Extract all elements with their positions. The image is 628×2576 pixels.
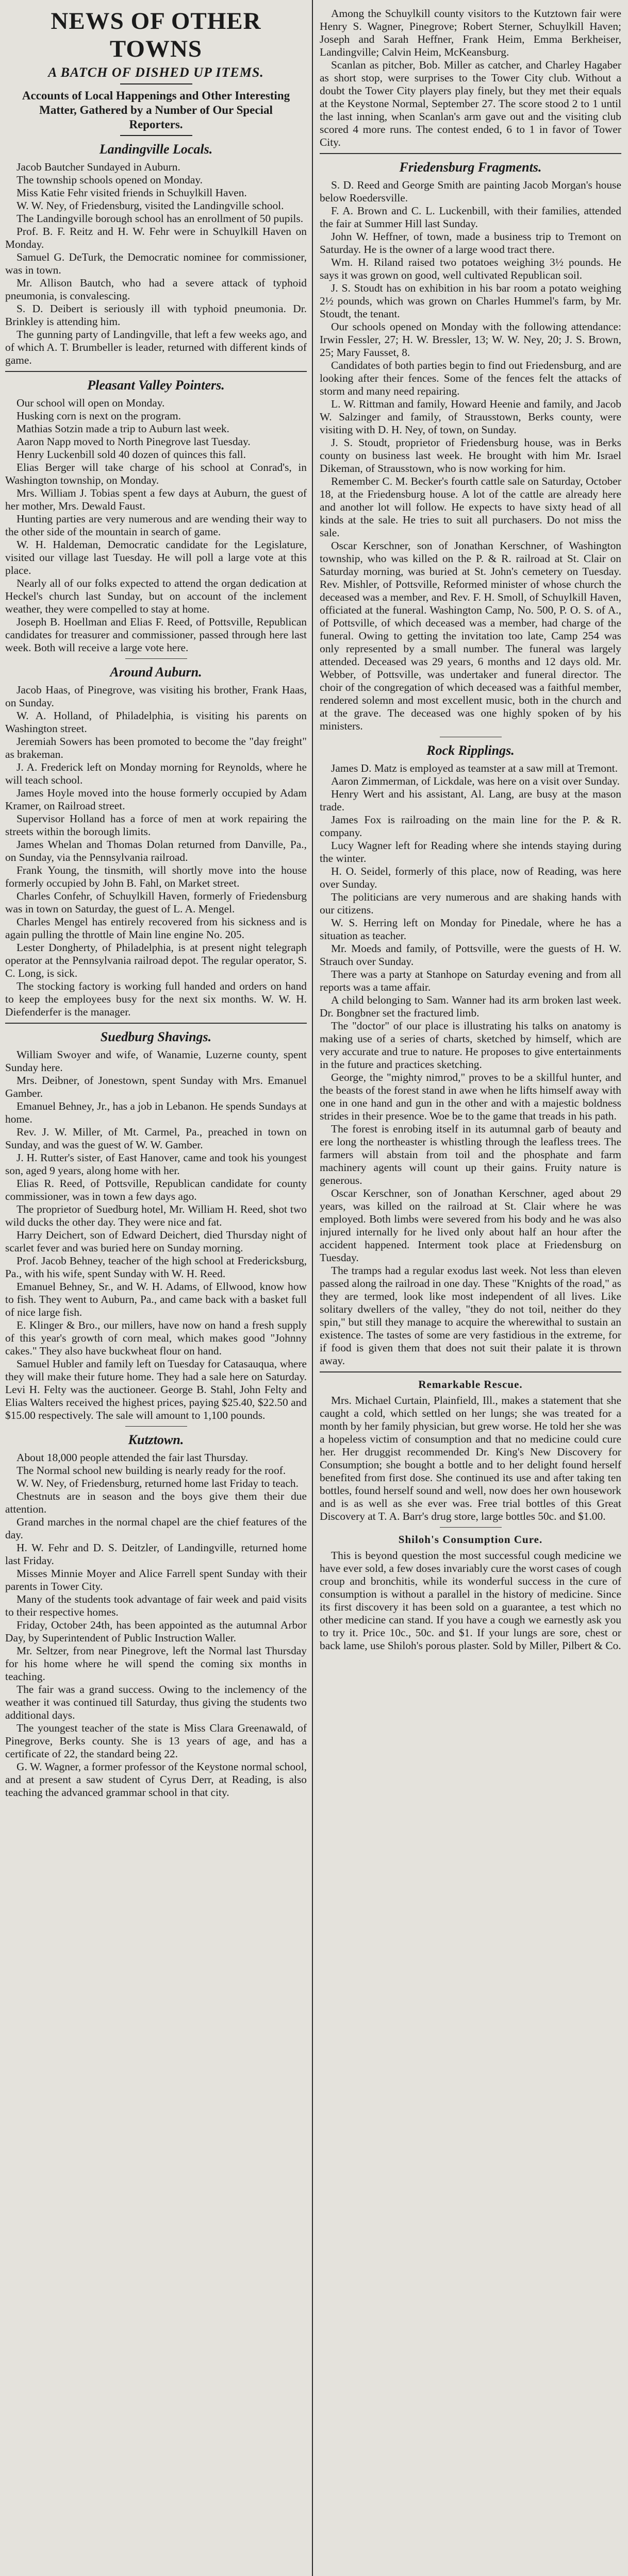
news-item: A child belonging to Sam. Wanner had its arm broken last week. Dr. Bongbner set the fractured limb. (320, 994, 621, 1019)
news-item: Harry Deichert, son of Edward Deichert, died Thursday night of scarlet fever and was buried here on Sunday morning. (5, 1229, 307, 1254)
news-item: W. S. Herring left on Monday for Pinedale, where he has a situation as teacher. (320, 917, 621, 942)
news-item: George, the "mighty nimrod," proves to be a skillful hunter, and the beasts of the forest stand in awe when he lifts himself away with one in one hand and gun in the other and with a majestic boldness strides in their presence. Woe be to the game that treads in his path. (320, 1071, 621, 1122)
news-item: James D. Matz is employed as teamster at a saw mill at Tremont. (331, 762, 618, 774)
news-item: Jacob Haas, of Pinegrove, was visiting his brother, Frank Haas, on Sunday. (5, 684, 307, 709)
section-heading: Pleasant Valley Pointers. (87, 378, 225, 393)
news-item: Emanuel Behney, Jr., has a job in Lebanon. He spends Sundays at home. (5, 1100, 307, 1125)
section-pleasant-valley-pointers (5, 377, 307, 654)
news-item: Remember C. M. Becker's fourth cattle sale on Saturday, October 18, at the Friedensburg house. A lot of the cattle are already here and another lot will follow. He expects to have sixty head of all kinds at the sale. He tries to suit all purchasers. Do not miss the sale. (320, 475, 621, 539)
column-divider (312, 0, 313, 2576)
news-item: Nearly all of our folks expected to attend the organ dedication at Heckel's church last Sunday, but on account of the inclement weather, they were compelled to stay at home. (5, 577, 307, 615)
news-item: Samuel Hubler and family left on Tuesday for Catasauqua, where they will make their future home. They had a sale here on Saturday. Levi H. Felty was the auctioneer. George B. Stahl, John Felty and Elias Walters received the highest prices, paying $25.40, $22.50 and $15.00 respectively. The sale will amount to 1,100 pounds. (5, 1358, 307, 1421)
news-item: Mr. Allison Bautch, who had a severe attack of typhoid pneumonia, is convalescing. (5, 277, 307, 302)
news-item: Mr. Moeds and family, of Pottsville, were the guests of H. W. Strauch over Sunday. (320, 942, 621, 968)
news-item: The politicians are very numerous and are shaking hands with our citizens. (320, 891, 621, 916)
news-item: The youngest teacher of the state is Miss Clara Greenawald, of Pinegrove, Berks county. She is 13 years of age, and has a certificate of 22, the standard being 22. (5, 1722, 307, 1760)
section-heading: Around Auburn. (110, 665, 202, 680)
news-item: J. S. Stoudt, proprietor of Friedensburg house, was in Berks county on business last week. He brought with him Mr. Israel Dikeman, of Strausstown, who is now working for him. (320, 436, 621, 474)
news-item: L. W. Rittman and family, Howard Heenie and family, and Jacob W. Salzinger and family, of Strausstown, Berks county, were visiting with D. H. Ney, of town, on Sunday. (320, 398, 621, 436)
news-item: Chestnuts are in season and the boys give them their due attention. (5, 1490, 307, 1515)
news-item: Jeremiah Sowers has been promoted to become the "day freight" as brakeman. (5, 735, 307, 760)
news-item: Mrs. Michael Curtain, Plainfield, Ill., makes a statement that she caught a cold, which settled on her lungs; she was treated for a month by her family physician, but grew worse. He told her she was a hopeless victim of consumption and that no medicine could cure her. Her druggist recommended Dr. King's New Discovery for Consumption; she bought a bottle and to her delight found herself benefited from first dose. She continued its use and after taking ten bottles, found herself sound and well, now does her own housework and is as well as she ever was. Free trial bottles of this Great Discovery at T. A. Barr's drug store, large bottles 50c. and $1.00. (320, 1394, 621, 1522)
news-item: Husking corn is next on the program. (16, 410, 181, 422)
news-item: About 18,000 people attended the fair last Thursday. (16, 1451, 249, 1464)
news-item: J. A. Frederick left on Monday morning for Reynolds, where he will teach school. (5, 761, 307, 786)
news-item: Supervisor Holland has a force of men at work repairing the streets within the borough limits. (5, 812, 307, 838)
news-item: Lucy Wagner left for Reading where she intends staying during the winter. (320, 839, 621, 865)
left-column (5, 7, 307, 2576)
deck-rule (120, 83, 192, 84)
section-rule (125, 658, 187, 659)
news-item: Grand marches in the normal chapel are the chief features of the day. (5, 1516, 307, 1541)
news-item: The forest is enrobing itself in its autumnal garb of beauty and ere long the northeaster is whistling through the leafless trees. The farmers will abstain from toil and the phosphate and farm machinery agents will count up their gains. Fruity nature is generous. (320, 1123, 621, 1187)
section-around-auburn (5, 664, 307, 1019)
section-rule (440, 1527, 502, 1528)
section-rock-ripplings (320, 742, 621, 1367)
subdeck-rule (120, 135, 192, 136)
news-item: G. W. Wagner, a former professor of the Keystone normal school, and at present a saw student of Cyrus Derr, at Reading, is also teaching the advanced grammar school in that city. (5, 1760, 307, 1799)
news-item: W. H. Haldeman, Democratic candidate for the Legislature, visited our village last Tuesday. He will poll a large vote at this place. (5, 538, 307, 577)
news-item: Jacob Bautcher Sundayed in Auburn. (16, 161, 180, 173)
news-item: Elias Berger will take charge of his school at Conrad's, in Washington township, on Monday. (5, 461, 307, 486)
right-column (320, 7, 621, 2576)
news-item: Lester Dongherty, of Philadelphia, is at present night telegraph operator at the Pennsylvania railroad depot. The regular operator, S. C. Long, is sick. (5, 941, 307, 979)
deck-headline: A BATCH OF DISHED UP ITEMS. (48, 65, 264, 80)
section-rule (320, 153, 621, 154)
news-item: Rev. J. W. Miller, of Mt. Carmel, Pa., preached in town on Sunday, and was the guest of W. W. Gamber. (5, 1126, 307, 1151)
news-item: Candidates of both parties begin to find out Friedensburg, and are looking after their fences. Some of the fences felt the attacks of storm and many need repairing. (320, 359, 621, 397)
masthead: NEWS OF OTHER TOWNS (51, 8, 261, 62)
right-sections (320, 7, 621, 1652)
news-item: J. S. Stoudt has on exhibition in his bar room a potato weighing 2½ pounds, which was grown on Charles Hummel's farm, by Mr. Stoudt, the tenant. (320, 282, 621, 320)
news-item: The township schools opened on Monday. (16, 174, 203, 186)
section-heading: Remarkable Rescue. (418, 1378, 523, 1391)
news-item: James Whelan and Thomas Dolan returned from Danville, Pa., on Sunday, via the Pennsylvania railroad. (5, 838, 307, 863)
section-shiloh-s-consumption-cure (320, 1533, 621, 1652)
news-item: Miss Katie Fehr visited friends in Schuylkill Haven. (16, 187, 247, 199)
news-item: Wm. H. Riland raised two potatoes weighing 3½ pounds. He says it was grown on good, well cultivated Republican soil. (320, 256, 621, 281)
section-landingville-locals (5, 141, 307, 367)
news-item: John W. Heffner, of town, made a business trip to Tremont on Saturday. He is the owner of a large wood tract there. (320, 230, 621, 256)
news-item: Samuel G. DeTurk, the Democratic nominee for commissioner, was in town. (5, 251, 307, 276)
news-item: The proprietor of Suedburg hotel, Mr. William H. Reed, shot two wild ducks the other day. They were nice and fat. (5, 1203, 307, 1228)
news-item: The Landingville borough school has an enrollment of 50 pupils. (16, 212, 304, 225)
news-item: The fair was a grand success. Owing to the inclemency of the weather it was continued till Saturday, thus giving the students two additional days. (5, 1683, 307, 1721)
news-item: There was a party at Stanhope on Saturday evening and from all reports was a tame affair. (320, 968, 621, 993)
news-item: The Normal school new building is nearly ready for the roof. (16, 1464, 286, 1477)
section-heading: Shiloh's Consumption Cure. (398, 1533, 543, 1546)
news-item: Emanuel Behney, Sr., and W. H. Adams, of Ellwood, know how to fish. They went to Auburn, Pa., and came back with a basket full of nice large fish. (5, 1280, 307, 1318)
news-item: W. W. Ney, of Friedensburg, returned home last Friday to teach. (16, 1477, 299, 1489)
news-item: The tramps had a regular exodus last week. Not less than eleven passed along the railroad in one day. These "Knights of the road," as they are termed, look like most independent of all lives. Like solitary dwellers of the valley, "they do not toil, neither do they spin," but still they manage to acquire the wherewithal to sustain an existence. The tastes of some are very fastidious in the extreme, for if food is given them that does not suit their palate it is thrown away. (320, 1264, 621, 1367)
news-item: Friday, October 24th, has been appointed as the autumnal Arbor Day, by Superintendent of Public Instruction Waller. (5, 1619, 307, 1644)
section-rule (5, 1023, 307, 1024)
news-item: The stocking factory is working full handed and orders on hand to keep the employees busy for the next six months. W. W. H. Diefenderfer is the manager. (5, 980, 307, 1018)
section-heading: Kutztown. (128, 1432, 184, 1447)
news-item: Joseph B. Hoellman and Elias F. Reed, of Pottsville, Republican candidates for treasurer and commissioner, passed through here last week. Both will receive a large vote here. (5, 616, 307, 654)
section-heading: Landingville Locals. (99, 142, 213, 157)
section-rule (5, 371, 307, 372)
news-item: H. W. Fehr and D. S. Deitzler, of Landingville, returned home last Friday. (5, 1541, 307, 1567)
news-item: Henry Wert and his assistant, Al. Lang, are busy at the mason trade. (320, 788, 621, 813)
section-heading: Friedensburg Fragments. (399, 160, 542, 175)
news-item: Mrs. William J. Tobias spent a few days at Auburn, the guest of her mother, Mrs. Dewald Faust. (5, 487, 307, 512)
news-item: Mrs. Deibner, of Jonestown, spent Sunday with Mrs. Emanuel Gamber. (5, 1074, 307, 1099)
news-item: S. D. Reed and George Smith are painting Jacob Morgan's house below Roedersville. (320, 179, 621, 204)
news-item: Oscar Kerschner, son of Jonathan Kerschner, aged about 29 years, was killed on the railroad at St. Clair where he was employed. Both limbs were severed from his body and he was also injured internally for he lived only about half an hour after the accident happened. Interment took place at Friedensburg on Tuesday. (320, 1187, 621, 1264)
section-friedensburg-fragments (320, 159, 621, 733)
news-item: Mr. Seltzer, from near Pinegrove, left the Normal last Thursday for his home where he will spend the coming six months in teaching. (5, 1645, 307, 1683)
section-heading: Rock Ripplings. (426, 743, 515, 758)
news-item: Among the Schuylkill county visitors to the Kutztown fair were Henry S. Wagner, Pinegrove; Robert Sterner, Schuylkill Haven; Joseph and Sarah Heffner, Frank Heim, Emma Berkheiser, Landingville; Calvin Heim, McKeansburg. (320, 7, 621, 58)
news-item: Charles Mengel has entirely recovered from his sickness and is again pulling the throttle of Main line engine No. 205. (5, 916, 307, 941)
news-item: Many of the students took advantage of fair week and paid visits to their respective homes. (5, 1593, 307, 1618)
section-heading: Suedburg Shavings. (100, 1029, 212, 1044)
section-rule (320, 1371, 621, 1372)
news-item: Henry Luckenbill sold 40 dozen of quinces this fall. (16, 448, 246, 461)
news-item: Hunting parties are very numerous and are wending their way to the other side of the mountain in search of game. (5, 513, 307, 538)
news-item: Prof. Jacob Behney, teacher of the high school at Fredericksburg, Pa., with his wife, spent Sunday with W. H. Reed. (5, 1255, 307, 1280)
news-item: Our schools opened on Monday with the following attendance: Irwin Fessler, 27; H. W. Bressler, 13; W. W. Ney, 20; J. S. Brown, 25; Mary Fausset, 8. (320, 320, 621, 359)
news-item: James Fox is railroading on the main line for the P. & R. company. (320, 814, 621, 839)
news-item: The gunning party of Landingville, that left a few weeks ago, and of which A. T. Brumbeller is leader, returned with different kinds of game. (5, 328, 307, 366)
news-item: Our school will open on Monday. (16, 397, 165, 409)
news-item: Aaron Zimmerman, of Lickdale, was here on a visit over Sunday. (331, 775, 620, 787)
section-suedburg-shavings (5, 1029, 307, 1422)
news-item: William Swoyer and wife, of Wanamie, Luzerne county, spent Sunday here. (5, 1048, 307, 1074)
news-item: Frank Young, the tinsmith, will shortly move into the house formerly occupied by John B. Fahl, on Market street. (5, 864, 307, 889)
news-item: Prof. B. F. Reitz and H. W. Fehr were in Schuylkill Haven on Monday. (5, 225, 307, 250)
news-item: W. A. Holland, of Philadelphia, is visiting his parents on Washington street. (5, 709, 307, 735)
news-item: This is beyond question the most successful cough medicine we have ever sold, a few doses invariably cure the worst cases of cough croup and bronchitis, while its wonderful success in the cure of consumption is without a parallel in the history of medicine. Since its first discovery it has been sold on a guarantee, a test which no other medicine can stand. If you have a cough we earnestly ask you to try it. Price 10c., 50c. and $1. If your lungs are sore, chest or back lame, use Shiloh's porous plaster. Sold by Miller, Pilbert & Co. (320, 1549, 621, 1652)
subdeck-headline: Accounts of Local Happenings and Other Interesting Matter, Gathered by a Number of Our Special Reporters. (22, 89, 290, 131)
news-item: Charles Confehr, of Schuylkill Haven, formerly of Friedensburg was in town on Saturday, the guest of L. A. Mengel. (5, 890, 307, 915)
news-item: Scanlan as pitcher, Bob. Miller as catcher, and Charley Hagaber as short stop, were surprises to the Tower City club. Without a doubt the Tower City players play finely, but they met their equals at the Keystone Normal, September 27. The score stood 2 to 1 until the last inning, when Scanlan's arm gave out and the visiting club scored 4 more runs. The contest ended, 6 to 1 in favor of Tower City. (320, 59, 621, 148)
news-item: F. A. Brown and C. L. Luckenbill, with their families, attended the fair at Summer Hill last Sunday. (320, 205, 621, 230)
section-kutztown (5, 1432, 307, 1799)
news-item: Oscar Kerschner, son of Jonathan Kerschner, of Washington township, who was killed on the P. & R. railroad at St. Clair on Saturday morning, was buried at St. John's cemetery on Tuesday. Rev. Mishler, of Pottsville, Reformed minister of whose church the deceased was a member, and Rev. F. H. Smoll, of Schuylkill Haven, officiated at the funeral. Washington Camp, No. 500, P. O. S. of A., of Pottsville, of which deceased was a member, had charge of the funeral. Owing to getting the invitation too late, Camp 254 was only represented by a small number. The funeral was largely attended. Deceased was 29 years, 6 months and 12 days old. Mr. Webber, of Pottsville, was undertaker and funeral director. The choir of the congregation of which deceased was a faithful member, rendered solemn and most excellent music, both in the church and at the grave. The deceased was one highly spoken of by his ministers. (320, 539, 621, 732)
left-sections (5, 141, 307, 1799)
news-item: The "doctor" of our place is illustrating his talks on anatomy is making use of a series of charts, sketched by himself, which are very accurate and true to nature. He proposes to give entertainments in the future and practices sketching. (320, 1020, 621, 1071)
news-item: Elias R. Reed, of Pottsville, Republican candidate for county commissioner, was in town a few days ago. (5, 1177, 307, 1202)
news-item: E. Klinger & Bro., our millers, have now on hand a fresh supply of this year's growth of corn meal, which makes good "Johnny cakes." They also have buckwheat flour on hand. (5, 1319, 307, 1357)
news-item: W. W. Ney, of Friedensburg, visited the Landingville school. (16, 199, 284, 212)
news-item: Mathias Sotzin made a trip to Auburn last week. (16, 422, 229, 435)
news-item: James Hoyle moved into the house formerly occupied by Adam Kramer, on Railroad street. (5, 787, 307, 812)
section-rule (125, 1426, 187, 1427)
news-item: S. D. Deibert is seriously ill with typhoid pneumonia. Dr. Brinkley is attending him. (5, 302, 307, 328)
news-item: Aaron Napp moved to North Pinegrove last Tuesday. (16, 435, 251, 448)
section-remarkable-rescue (320, 1378, 621, 1523)
section-continued (320, 7, 621, 149)
news-item: Misses Minnie Moyer and Alice Farrell spent Sunday with their parents in Tower City. (5, 1567, 307, 1592)
news-item: H. O. Seidel, formerly of this place, now of Reading, was here over Sunday. (320, 865, 621, 890)
news-item: J. H. Rutter's sister, of East Hanover, came and took his youngest son, aged 9 years, along home with her. (5, 1151, 307, 1177)
